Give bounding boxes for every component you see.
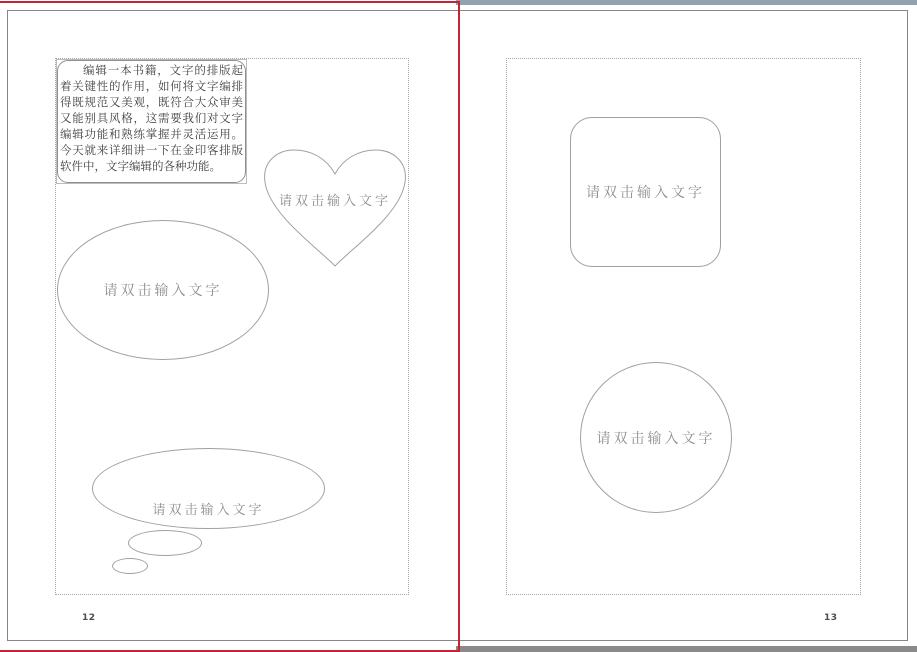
thought-bubble-small-ellipse[interactable] <box>112 558 148 574</box>
thought-bubble-mid-ellipse[interactable] <box>128 530 202 556</box>
rounded-rect-placeholder-text[interactable]: 请双击输入文字 <box>586 185 705 201</box>
ellipse-placeholder-text[interactable]: 请双击输入文字 <box>103 283 223 299</box>
left-page-number: 12 <box>82 613 96 623</box>
workspace-top-edge <box>456 0 917 5</box>
rounded-rect-shape[interactable] <box>570 117 721 267</box>
heart-shape[interactable] <box>261 146 409 268</box>
text-frame-paragraph[interactable]: 编辑一本书籍，文字的排版起着关键性的作用，如何将文字编排得既规范又美观，既符合大众审美又能别具风格，这需要我们对文字编辑功能和熟练掌握并灵活运用。今天就来详细讲一下在金印客排版软件中，文字编辑的各种功能。 <box>60 63 243 173</box>
thought-bubble-placeholder-text[interactable]: 请双击输入文字 <box>152 503 265 518</box>
text-frame[interactable] <box>56 59 247 184</box>
workspace-bottom-edge <box>456 646 917 652</box>
circle-placeholder-text[interactable]: 请双击输入文字 <box>596 430 716 447</box>
ellipse-shape[interactable] <box>57 220 269 360</box>
circle-shape[interactable] <box>580 362 732 513</box>
right-page-number: 13 <box>824 613 838 623</box>
thought-bubble-shape[interactable] <box>92 448 325 529</box>
heart-placeholder-text[interactable]: 请双击输入文字 <box>278 194 391 209</box>
